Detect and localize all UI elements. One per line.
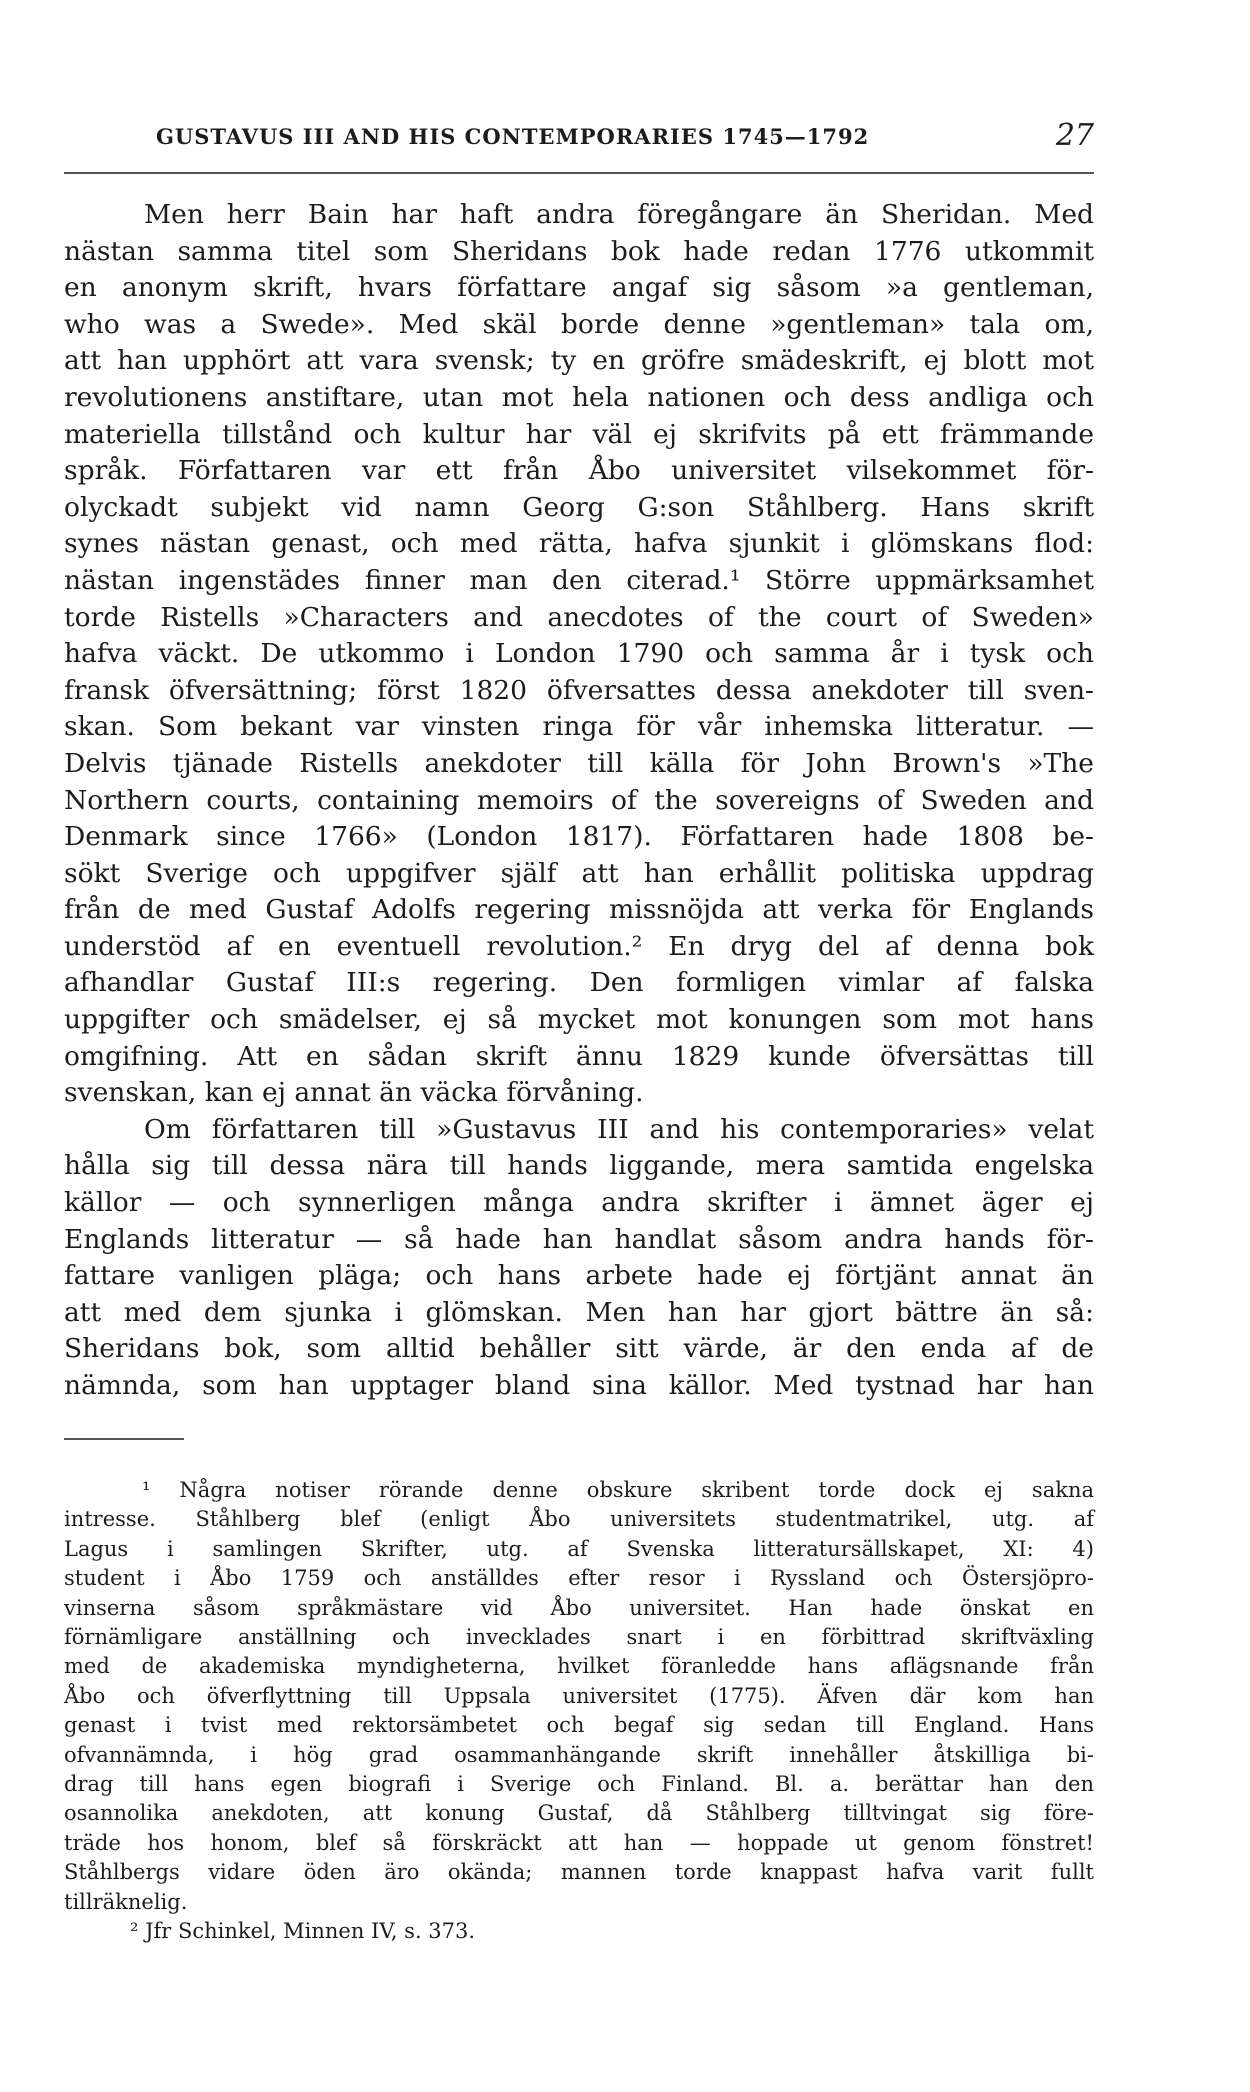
body-line: synes nästan genast, och med rätta, hafva sjunkit i glömskans flod:	[64, 528, 1094, 560]
body-line: hålla sig till dessa nära till hands liggande, mera samtida engelska	[64, 1150, 1094, 1182]
footnote-line: genast i tvist med rektorsämbetet och begaf sig sedan till England. Hans	[64, 1713, 1094, 1738]
page-number: 27	[1055, 118, 1094, 153]
footnote-line: med de akademiska myndigheterna, hvilket föranledde hans aflägsnande från	[64, 1654, 1094, 1679]
body-line: svenskan, kan ej annat än väcka förvåning.	[64, 1077, 644, 1109]
body-line: hafva väckt. De utkommo i London 1790 och samma år i tysk och	[64, 638, 1094, 670]
footnote-line: Ståhlbergs vidare öden äro okända; mannen torde knappast hafva varit fullt	[64, 1860, 1094, 1885]
body-line: fransk öfversättning; först 1820 öfversattes dessa anekdoter till sven-	[64, 674, 1094, 706]
body-line: fattare vanligen pläga; och hans arbete hade ej förtjänt annat än	[64, 1260, 1094, 1292]
footnote-line: ¹ Några notiser rörande denne obskure skribent torde dock ej sakna	[142, 1478, 1094, 1502]
body-line: att med dem sjunka i glömskan. Men han har gjort bättre än så:	[64, 1296, 1094, 1328]
body-line: nämnda, som han upptager bland sina källor. Med tystnad har han	[64, 1370, 1094, 1401]
body-text	[64, 197, 1094, 1405]
footnote-rule	[64, 1438, 184, 1440]
footnote-line: Lagus i samlingen Skrifter, utg. af Svenska litteratursällskapet, XI: 4)	[64, 1536, 1094, 1561]
footnote-line: ofvannämnda, i hög grad osammanhängande skrift innehåller åtskilliga bi-	[64, 1742, 1094, 1767]
body-line: torde Ristells »Characters and anecdotes of the court of Sweden»	[64, 601, 1094, 633]
header-rule	[64, 172, 1094, 174]
footnote-line: träde hos honom, blef så förskräckt att han — hoppade ut genom fönstret!	[64, 1830, 1094, 1855]
body-line: att han upphört att vara svensk; ty en gröfre smädeskrift, ej blott mot	[64, 345, 1094, 377]
body-line: Om författaren till »Gustavus III and his contemporaries» velat	[144, 1113, 1094, 1145]
running-head	[64, 120, 1094, 160]
footnote-line: Åbo och öfverflyttning till Uppsala universitet (1775). Äfven där kom han	[64, 1683, 1094, 1708]
footnote-line: vinserna såsom språkmästare vid Åbo universitet. Han hade önskat en	[64, 1595, 1094, 1620]
body-line: omgifning. Att en sådan skrift ännu 1829 kunde öfversättas till	[64, 1040, 1094, 1072]
body-line: materiella tillstånd och kultur har väl ej skrifvits på ett främmande	[64, 418, 1094, 450]
body-line: nästan ingenstädes finner man den citerad.¹ Större uppmärksamhet	[64, 564, 1094, 596]
body-line: olyckadt subjekt vid namn Georg G:son Ståhlberg. Hans skrift	[64, 491, 1094, 523]
body-line: sökt Sverige och uppgifver själf att han erhållit politiska uppdrag	[64, 857, 1094, 889]
footnote-line: intresse. Ståhlberg blef (enligt Åbo universitets studentmatrikel, utg. af	[64, 1507, 1094, 1532]
footnote-line: osannolika anekdoten, att konung Gustaf, då Ståhlberg tilltvingat sig före-	[64, 1801, 1094, 1826]
footnotes	[64, 1476, 1094, 1947]
body-line: uppgifter och smädelser, ej så mycket mot konungen som mot hans	[64, 1004, 1094, 1036]
body-line: Denmark since 1766» (London 1817). Författaren hade 1808 be-	[64, 821, 1094, 853]
body-line: skan. Som bekant var vinsten ringa för vår inhemska litteratur. —	[64, 711, 1094, 743]
body-line: who was a Swede». Med skäl borde denne »gentleman» tala om,	[64, 308, 1094, 340]
body-line: språk. Författaren var ett från Åbo universitet vilsekommet för-	[64, 455, 1094, 487]
footnote-line: förnämligare anställning och invecklades snart i en förbittrad skriftväxling	[64, 1625, 1094, 1650]
body-line: från de med Gustaf Adolfs regering missnöjda att verka för Englands	[64, 894, 1094, 926]
body-line: afhandlar Gustaf III:s regering. Den formligen vimlar af falska	[64, 967, 1094, 999]
body-line: understöd af en eventuell revolution.² En dryg del af denna bok	[64, 930, 1094, 962]
footnote-line: ² Jfr Schinkel, Minnen IV, s. 373.	[130, 1919, 476, 1944]
body-line: en anonym skrift, hvars författare angaf sig såsom »a gentleman,	[64, 272, 1094, 304]
body-line: nästan samma titel som Sheridans bok hade redan 1776 utkommit	[64, 235, 1094, 267]
body-line: Northern courts, containing memoirs of the sovereigns of Sweden and	[64, 784, 1094, 816]
body-line: källor — och synnerligen många andra skrifter i ämnet äger ej	[64, 1187, 1094, 1219]
footnote-line: tillräknelig.	[64, 1889, 188, 1914]
body-line: revolutionens anstiftare, utan mot hela nationen och dess andliga och	[64, 381, 1094, 413]
body-line: Englands litteratur — så hade han handlat såsom andra hands för-	[64, 1223, 1094, 1255]
footnote-line: student i Åbo 1759 och anställdes efter resor i Ryssland och Östersjöpro-	[64, 1566, 1094, 1591]
body-line: Men herr Bain har haft andra föregångare än Sheridan. Med	[144, 199, 1094, 230]
footnote-line: drag till hans egen biografi i Sverige och Finland. Bl. a. berättar han den	[64, 1772, 1094, 1797]
running-title: GUSTAVUS III AND HIS CONTEMPORARIES 1745—1792	[156, 124, 870, 149]
body-line: Delvis tjänade Ristells anekdoter till källa för John Brown's »The	[64, 747, 1094, 779]
body-line: Sheridans bok, som alltid behåller sitt värde, är den enda af de	[64, 1333, 1094, 1365]
